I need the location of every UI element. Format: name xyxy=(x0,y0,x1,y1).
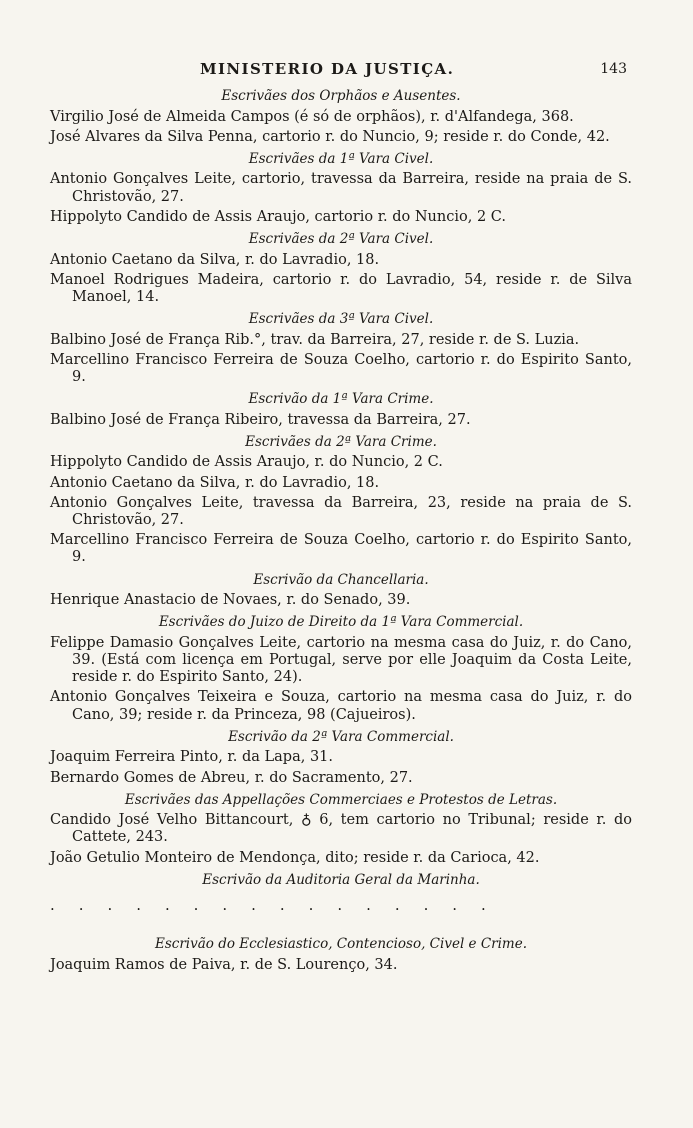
section-heading: Escrivães da 3ª Vara Civel. xyxy=(248,311,434,328)
section-heading: Escrivães dos Orphãos e Ausentes. xyxy=(221,88,461,104)
page-body xyxy=(50,86,632,977)
section-heading: Escrivães do Juizo de Direito da 1ª Vara Commercial. xyxy=(158,614,524,631)
list-item: Balbino José de França Ribeiro, travessa da Barreira, 27. xyxy=(50,411,471,428)
list-item: Joaquim Ferreira Pinto, r. da Lapa, 31. xyxy=(50,749,333,766)
list-item: Antonio Caetano da Silva, r. do Lavradio, 18. xyxy=(50,251,380,268)
list-item: João Getulio Monteiro de Mendonça, dito; reside r. da Carioca, 42. xyxy=(50,849,540,866)
list-item: Marcellino Francisco Ferreira de Souza Coelho, cartorio r. do Espirito Santo, 9. xyxy=(50,351,632,386)
list-item: Antonio Gonçalves Leite, travessa da Barreira, 23, reside na praia de S. Christovão, 27. xyxy=(50,494,632,529)
page-header xyxy=(0,60,693,84)
list-item: Hippolyto Candido de Assis Araujo, r. do Nuncio, 2 C. xyxy=(50,454,443,471)
list-item: Virgilio José de Almeida Campos (é só de orphãos), r. d'Alfandega, 368. xyxy=(50,108,574,125)
list-item: Antonio Gonçalves Teixeira e Souza, cartorio na mesma casa do Juiz, r. do Cano, 39; reside r. da Princeza, 98 (Cajueiros). xyxy=(50,689,632,723)
section-heading: Escrivães das Appellações Commerciaes e Protestos de Letras. xyxy=(124,791,558,808)
page-number: 143 xyxy=(600,61,627,77)
list-item: Manoel Rodrigues Madeira, cartorio r. do Lavradio, 54, reside r. de Silva Manoel, 14. xyxy=(50,271,632,305)
section-heading: Escrivão da 2ª Vara Commercial. xyxy=(228,728,454,745)
list-item: José Alvares da Silva Penna, cartorio r. do Nuncio, 9; reside r. do Conde, 42. xyxy=(50,128,610,145)
list-item: Antonio Gonçalves Leite, cartorio, travessa da Barreira, reside na praia de S. Christovão, 27. xyxy=(50,171,632,205)
list-item: Bernardo Gomes de Abreu, r. do Sacramento, 27. xyxy=(50,769,413,786)
section-heading: Escrivão da Auditoria Geral da Marinha. xyxy=(202,871,480,888)
page-title: MINISTERIO DA JUSTIÇA. xyxy=(200,60,455,78)
list-item: Balbino José de França Rib.°, trav. da Barreira, 27, reside r. de S. Luzia. xyxy=(50,331,580,348)
list-item: Antonio Caetano da Silva, r. do Lavradio, 18. xyxy=(50,474,380,491)
list-item: Candido José Velho Bittancourt, ♁ 6, tem cartorio no Tribunal; reside r. do Cattete, 243. xyxy=(50,812,632,846)
list-item: Felippe Damasio Gonçalves Leite, cartorio na mesma casa do Juiz, r. do Cano, 39. (Está com licença em Portugal, serve por elle Joaquim da Costa Leite, reside r. do Espirito Santo, 24). xyxy=(50,634,632,686)
section-heading: Escrivão da Chancellaria. xyxy=(253,571,429,588)
list-item: Marcellino Francisco Ferreira de Souza Coelho, cartorio r. do Espirito Santo, 9. xyxy=(50,532,632,566)
list-item: Henrique Anastacio de Novaes, r. do Senado, 39. xyxy=(50,592,411,609)
section-heading: Escrivão do Ecclesiastico, Contencioso, Civel e Crime. xyxy=(154,936,528,953)
placeholder-dots: . . . . . . . . . . . . . . . . xyxy=(50,896,496,915)
section-heading: Escrivão da 1ª Vara Crime. xyxy=(248,391,434,408)
section-heading: Escrivães da 1ª Vara Civel. xyxy=(248,150,434,167)
list-item: Joaquim Ramos de Paiva, r. de S. Lourenço, 34. xyxy=(50,956,398,973)
section-heading: Escrivães da 2ª Vara Crime. xyxy=(245,433,437,450)
section-heading: Escrivães da 2ª Vara Civel. xyxy=(248,231,434,248)
list-item: Hippolyto Candido de Assis Araujo, cartorio r. do Nuncio, 2 C. xyxy=(50,208,506,225)
